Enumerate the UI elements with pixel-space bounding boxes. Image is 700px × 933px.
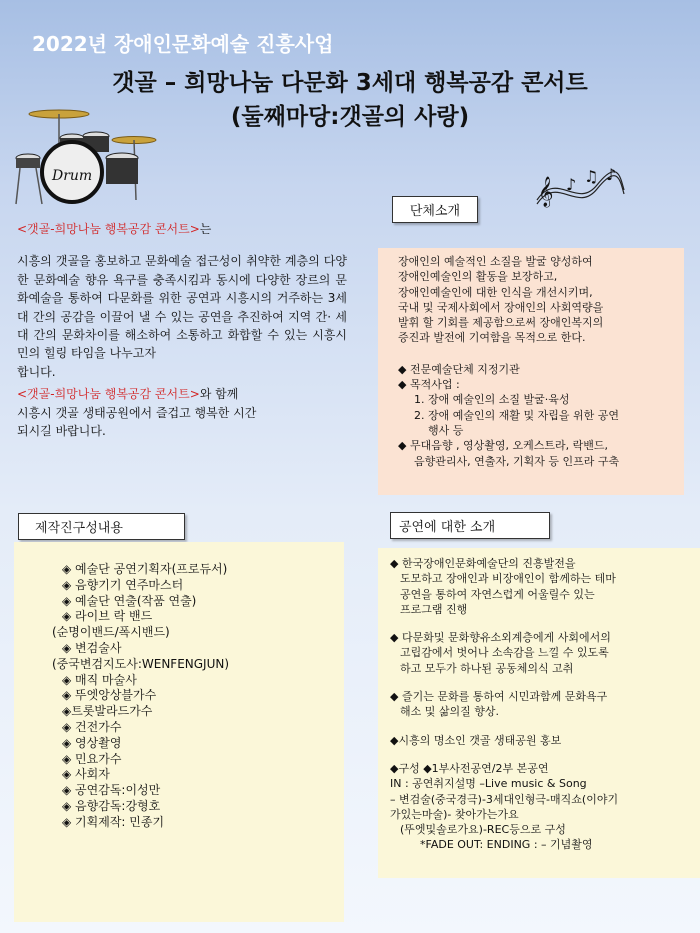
list-item: ◈ 변검술사	[62, 640, 122, 655]
concert-name-highlight-2: <갯골-희망나눔 행복공감 콘서트>	[17, 387, 200, 402]
performance-box: ◆ 한국장애인문화예술단의 진흥발전을 도모하고 장애인과 비장애인이 함께하는 테마 공연을 통하여 자연스럽게 어울릴수 있는 프로그램 진행 ◆ 다문화및 문화향유소외계층에게 사회에서의 고립감에서 벗어나 소속감을 느낄 수 있도록 하고 모두가 하나된 공동체의식 고취 ◆ 즐기는 문화를 통하여 시민과함께 문화욕구 해소 및 삶의질 향상. ◆시흥의 명소인 갯골 생태공원 홍보 ◆구성 ◆1부사전공연/2부 본공연 IN : 공연취지설명 –Live music & Song – 변검술(중국경극)-3세대인형극-매직쇼(이야기 가있는마술)- 찾아가는가요 (뚜엣및솔로가요)-REC등으로 구성 *FADE OUT: ENDING : – 기념촬영	[378, 548, 700, 878]
svg-text:Drum: Drum	[52, 168, 93, 184]
music-notes-icon	[532, 160, 627, 215]
list-item: ◈ 사회자	[62, 767, 110, 782]
svg-text:♫: ♫	[584, 167, 599, 186]
list-item: ◈ 음향감독:강형호	[62, 798, 161, 813]
list-item: ◈ 매직 마술사	[62, 672, 137, 687]
list-item: ◈ 예술단 공연기획자(프로듀서)	[62, 562, 228, 576]
production-box	[14, 542, 344, 922]
list-item: ◈ 라이브 락 밴드	[62, 609, 153, 624]
drum-kit-icon	[14, 100, 164, 210]
concert-title: 갯골 – 희망나눔 다문화 3세대 행복공감 콘서트	[112, 70, 588, 96]
svg-text:𝄞: 𝄞	[538, 177, 554, 207]
list-item: ◈ 공연감독:이성만	[62, 783, 161, 798]
performance-label: 공연에 대한 소개	[390, 512, 550, 539]
svg-text:♪: ♪	[606, 165, 617, 184]
team-intro-label: 단체소개	[392, 196, 478, 223]
list-item: (중국변검지도사:WENFENGJUN)	[52, 656, 230, 671]
list-item: ◈트롯발라드가수	[62, 704, 153, 719]
team-intro-box: 장애인의 예술적인 소질을 발굴 양성하여 장애인예술인의 활동을 보장하고, 장애인예술인에 대한 인식을 개선시키며, 국내 및 국제사회에서 장애인의 사회역량을 발휘 할 기회를 제공함으로써 장애인복지의 증진과 발전에 기여함을 목적으로 한다. ◆ 전문예술단체 지정기관 ◆ 목적사업 : 1. 장애 예술인의 소질 발굴·육성 2. 장애 예술인의 재활 및 자립을 위한 공연 행사 등 ◆ 무대음향 , 영상촬영, 오케스트라, 락밴드, 음향관리사, 연출자, 기획자 등 인프라 구축	[378, 248, 684, 495]
list-item: ◈ 뚜엣앙상블가수	[62, 688, 157, 703]
concert-name-highlight: <갯골-희망나눔 행복공감 콘서트>	[17, 222, 200, 236]
project-title: 2022년 장애인문화예술 진흥사업	[32, 32, 334, 56]
list-item: (순명이밴드/폭시밴드)	[52, 625, 170, 640]
list-item: ◈ 음향기기 연주마스터	[62, 577, 184, 592]
intro-body-end: 합니다.	[17, 364, 56, 379]
intro-body: 시흥의 갯골을 홍보하고 문화예술 접근성이 취약한 계층의 다양한 문화예술 향유 욕구를 충족시킴과 동시에 다양한 장르의 문화예술을 통하여 다문화를 위한 공연과 시흥시의 거주하는 3세대 간의 공감을 이끌어 낼 수 있는 공연을 추진하여 지역 간· 세대 간의 문화차이를 해소하여 소통하고 화합할 수 있는 시흥시민의 힐링 타임을 나누고자	[17, 254, 347, 361]
intro-closing-1: 시흥시 갯골 생태공원에서 즐겁고 행복한 시간	[17, 405, 257, 420]
list-item: ◈ 건전가수	[62, 719, 122, 734]
list-item: ◈ 민요가수	[62, 751, 122, 766]
team-bullet-1: ◆ 전문예술단체 지정기관	[398, 362, 520, 376]
concert-subtitle: (둘째마당:갯골의 사랑)	[230, 104, 470, 130]
list-item: ◈ 영상촬영	[62, 735, 122, 750]
list-item: ◈ 기획제작: 민종기	[62, 814, 165, 829]
list-item: ◈ 예술단 연출(작품 연출)	[62, 593, 197, 608]
team-bullet-2: ◆ 목적사업 :	[398, 378, 460, 392]
intro-closing-2: 되시길 바랍니다.	[17, 424, 106, 439]
team-bullet-3: ◆ 무대음향 , 영상촬영, 오케스트라, 락밴드,	[398, 439, 608, 453]
intro-text: <갯골-희망나눔 행복공감 콘서트>는 시흥의 갯골을 홍보하고 문화예술 접근성이 취약한 계층의 다양한 문화예술 향유 욕구를 충족시킴과 동시에 다양한 장르의 문화예술을 통하여 다문화를 위한 공연과 시흥시의 거주하는 3세대 간의 공감을 이끌어 낼 수 있는 공연을 추진하여 지역 간· 세대 간의 문화차이를 해소하여 소통하고 화합할 수 있는 시흥시민의 힐링 타임을 나누고자 합니다. <갯골-희망나눔 행복공감 콘서트>와 함께 시흥시 갯골 생태공원에서 즐겁고 행복한 시간 되시길 바랍니다.	[17, 220, 347, 440]
production-label: 제작진구성내용	[18, 513, 185, 540]
svg-text:♪: ♪	[566, 175, 577, 194]
